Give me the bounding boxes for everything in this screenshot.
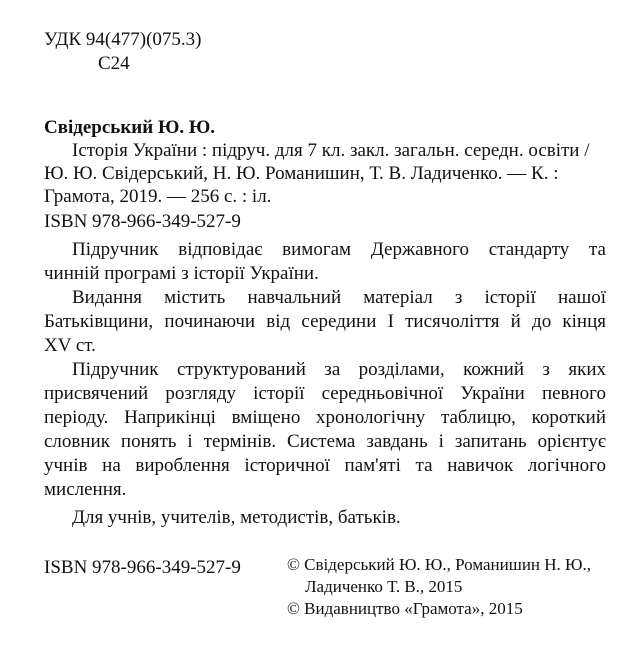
- bib-line-2: Ю. Ю. Свідерський, Н. Ю. Романишин, Т. В. Ладиченко. — К. :: [44, 163, 559, 184]
- copyright-authors-line2: Ладиченко Т. В., 2015: [305, 577, 463, 596]
- author-sign: С24: [98, 53, 130, 74]
- bib-line-1: Історія України : підруч. для 7 кл. закл. загальн. середн. освіти /: [72, 140, 590, 161]
- udk-code: УДК 94(477)(075.3): [44, 29, 202, 50]
- author-heading: Свідерський Ю. Ю.: [44, 117, 215, 138]
- annotation-p3-line6: мислення.: [44, 479, 127, 500]
- annotation-p2-line2: Батьківщини, починаючи від середини І тисячоліття й до кінця: [44, 311, 606, 332]
- annotation-p3-line2: присвячений розгляду історії середньовічної України певного: [44, 383, 606, 404]
- annotation-p1-line1: Підручник відповідає вимогам Державного стандарту та: [72, 239, 606, 260]
- footer-isbn: ISBN 978-966-349-527-9: [44, 557, 241, 578]
- copyright-publisher: © Видавництво «Грамота», 2015: [287, 599, 523, 618]
- bib-isbn: ISBN 978-966-349-527-9: [44, 211, 241, 232]
- annotation-p2-line3: XV ст.: [44, 335, 96, 356]
- bib-line-3: Грамота, 2019. — 256 с. : іл.: [44, 186, 272, 207]
- annotation-p3-line3: періоду. Наприкінці вміщено хронологічну таблицю, короткий: [44, 407, 606, 428]
- annotation-p2-line1: Видання містить навчальний матеріал з історії нашої: [72, 287, 606, 308]
- annotation-audience: Для учнів, учителів, методистів, батьків.: [72, 507, 401, 528]
- annotation-p1-line2: чинній програмі з історії України.: [44, 263, 319, 284]
- copyright-authors-line1: © Свідерський Ю. Ю., Романишин Н. Ю.,: [287, 555, 592, 574]
- annotation-p3-line5: учнів на вироблення історичної пам'яті та навичок логічного: [44, 455, 606, 476]
- annotation-p3-line4: словник понять і термінів. Система завдань і запитань орієнтує: [44, 431, 606, 452]
- annotation-p3-line1: Підручник структурований за розділами, кожний з яких: [72, 359, 606, 380]
